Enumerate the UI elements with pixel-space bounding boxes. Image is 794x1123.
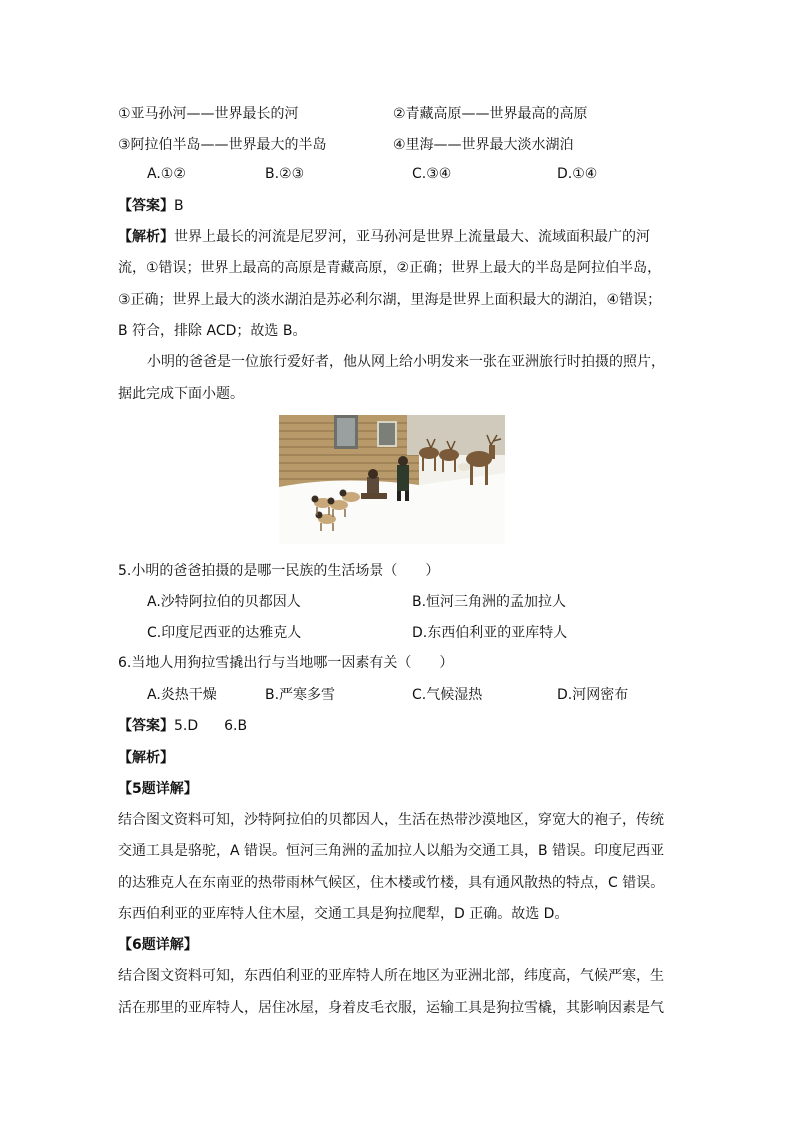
q4-answer xyxy=(118,196,184,216)
detail-5-line-2: 交通工具是骆驼，A 错误。恒河三角洲的孟加拉人以船为交通工具，B 错误。印度尼西亚 xyxy=(118,843,665,859)
q5-option-c: C.印度尼西亚的达雅克人 xyxy=(147,625,302,641)
q4-option-b: B.②③ xyxy=(265,166,305,182)
detail-5-line-3: 的达雅克人在东南亚的热带雨林气候区，住木楼或竹楼，具有通风散热的特点，C 错误。 xyxy=(118,875,665,891)
analysis-tag: 【解析】 xyxy=(118,750,174,766)
q5-option-a: A.沙特阿拉伯的贝都因人 xyxy=(147,594,301,610)
answer-tag: 【答案】 xyxy=(118,718,174,734)
reindeer-sled-photo xyxy=(279,415,505,544)
analysis-tag: 【解析】 xyxy=(118,229,174,245)
detail-6-line-2: 活在那里的亚库特人，居住冰屋，身着皮毛衣服，运输工具是狗拉雪橇，其影响因素是气 xyxy=(118,1000,664,1016)
q6-option-d: D.河网密布 xyxy=(557,687,629,703)
answer-value: B xyxy=(174,198,184,214)
answer-5: 5.D xyxy=(174,718,199,734)
q5-option-d: D.东西伯利亚的亚库特人 xyxy=(412,625,568,641)
intro-line-1: 小明的爸爸是一位旅行爱好者，他从网上给小明发来一张在亚洲旅行时拍摄的照片， xyxy=(147,354,665,370)
q4-item-2: ②青藏高原——世界最高的高原 xyxy=(393,106,588,122)
answer-6: 6.B xyxy=(224,718,248,734)
q4-item-3: ③阿拉伯半岛——世界最大的半岛 xyxy=(118,137,327,153)
q4-analysis-line-3: ③正确；世界上最大的淡水湖泊是苏必利尔湖，里海是世界上面积最大的湖泊，④错误； xyxy=(118,292,662,308)
q4-item-1: ①亚马孙河——世界最长的河 xyxy=(118,106,299,122)
q5-stem: 5.小明的爸爸拍摄的是哪一民族的生活场景（ ） xyxy=(118,563,440,579)
intro-line-2: 据此完成下面小题。 xyxy=(118,386,244,402)
q6-option-b: B.严寒多雪 xyxy=(265,687,336,703)
q6-option-c: C.气候湿热 xyxy=(412,687,483,703)
detail-6-tag: 【6题详解】 xyxy=(118,937,198,953)
q4-item-4: ④里海——世界最大淡水湖泊 xyxy=(393,137,574,153)
q4-analysis-line-1 xyxy=(118,227,650,247)
q4-option-c: C.③④ xyxy=(412,166,452,182)
detail-6-line-1: 结合图文资料可知，东西伯利亚的亚库特人所在地区为亚洲北部，纬度高，气候严寒，生 xyxy=(118,968,664,984)
q5-option-b: B.恒河三角洲的孟加拉人 xyxy=(412,594,567,610)
q6-stem: 6.当地人用狗拉雪撬出行与当地哪一因素有关（ ） xyxy=(118,655,454,671)
q4-option-a: A.①② xyxy=(147,166,186,182)
answers-line xyxy=(118,716,247,736)
q4-option-d: D.①④ xyxy=(557,166,598,182)
detail-5-line-1: 结合图文资料可知，沙特阿拉伯的贝都因人，生活在热带沙漠地区，穿宽大的袍子，传统 xyxy=(118,812,664,828)
q6-option-a: A.炎热干燥 xyxy=(147,687,217,703)
detail-5-tag: 【5题详解】 xyxy=(118,781,198,797)
analysis-text: 世界上最长的河流是尼罗河，亚马孙河是世界上流量最大、流域面积最广的河 xyxy=(174,229,650,245)
q4-analysis-line-2: 流，①错误；世界上最高的高原是青藏高原，②正确；世界上最大的半岛是阿拉伯半岛， xyxy=(118,260,662,276)
answer-tag: 【答案】 xyxy=(118,198,174,214)
q4-analysis-line-4: B 符合，排除 ACD；故选 B。 xyxy=(118,323,307,339)
detail-5-line-4: 东西伯利亚的亚库特人住木屋，交通工具是狗拉爬犁，D 正确。故选 D。 xyxy=(118,906,569,922)
